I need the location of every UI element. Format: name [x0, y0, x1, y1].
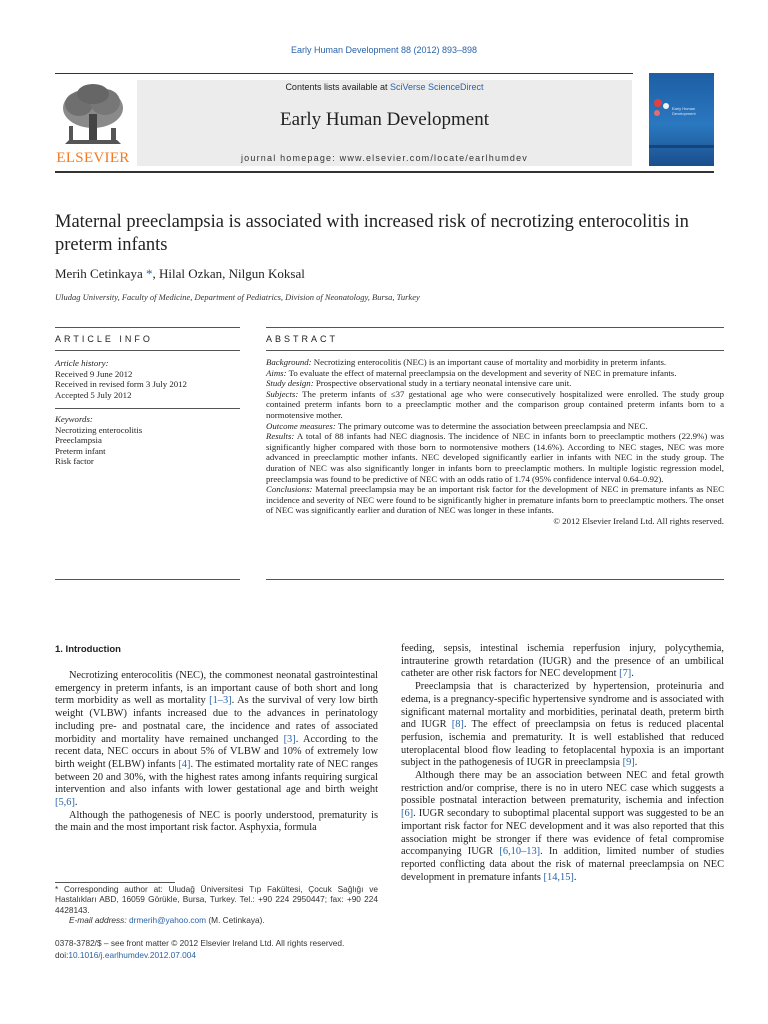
- contents-prefix: Contents lists available at: [285, 82, 388, 92]
- abstract-subjects: The preterm infants of ≤37 gestational age who were consecutively hospitalized were enrolled. The study group contained preterm infants born to a preeclamptic mother and the comparison group contained preterm infants born to a normotensive mother.: [266, 388, 724, 420]
- footnote-rule: [55, 882, 175, 883]
- citation-link[interactable]: [7]: [619, 668, 632, 680]
- email-label: E-mail address:: [69, 914, 127, 925]
- intro-paragraph-3: Preeclampsia that is characterized by hypertension, proteinuria and edema, is a pregnancy-specific hypertensive syndrome and is associated with significant maternal mortality and morbidities, perinatal death, preterm birth and IUGR [8]. The effect of preeclampsia on fetus is reduced placental perfusion, ischemia and prematurity. It is well established that reduced uteroplacental blood flow leading to fetoplacental hypoxia is an important subject in the pathogenesis of IUGR in preeclampsia [9].: [401, 681, 724, 769]
- abstract-results: A total of 88 infants had NEC diagnosis. The incidence of NEC in infants born to preeclamptic mothers (22.9%) was significantly higher compared with those born to normotensive mothers (14.6%). According to NEC stages, NEC was more advanced in preeclamptic mother infants. NEC developed significantly earlier in infants with NEC in the study group. The duration of NEC was also significantly longer in infants born to preeclamptic mothers. In multiple logistic regression model, preeclampsia was found to be predictive of NEC with an odds ratio of 1.74 (95% confidence interval 0.64–0.92).: [266, 431, 724, 484]
- intro-paragraph-1: Necrotizing enterocolitis (NEC), the commonest neonatal gastrointestinal emergency in preterm infants, is an important cause of both short and long term morbidity as well as mortality [1–3]. As the survival of very low birth weight (VLBW) infants increased due to the advances in perinatology including pre- and postnatal care, the incidence and rates of associated morbidity and mortality have remained unchanged [3]. According to the recent data, NEC occurs in about 5% of VLBW and 10% of extremely low birth weight (ELBW) infants [4]. The estimated mortality rate of NEC ranges between 20 and 30%, with the highest rates among infants requiring surgical intervention and also infants with lower gestational age and birth weight [5,6].: [55, 670, 378, 809]
- keywords-label: Keywords:: [55, 414, 93, 424]
- abstract-design: Prospective observational study in a tertiary neonatal intensive care unit.: [313, 378, 572, 389]
- keywords-rule: [55, 408, 240, 409]
- page-footer: [55, 938, 344, 961]
- history-revised: Received in revised form 3 July 2012: [55, 379, 187, 390]
- abstract-background-label: Background:: [266, 357, 312, 367]
- citation-link[interactable]: [9]: [622, 757, 635, 769]
- header-bottom-rule: [55, 171, 714, 173]
- citation-link[interactable]: [6,10–13]: [499, 846, 541, 858]
- citation-link[interactable]: [14,15]: [543, 871, 574, 883]
- article-info-bottom-rule: [55, 579, 240, 580]
- keyword-item: Preeclampsia: [55, 435, 102, 446]
- section-heading-introduction: 1. Introduction: [55, 644, 121, 655]
- abstract-heading: ABSTRACT: [266, 334, 339, 344]
- abstract-body: [266, 357, 724, 527]
- body-right-column: [401, 643, 724, 884]
- abstract-background: Necrotizing enterocolitis (NEC) is an important cause of mortality and morbidity in preterm infants.: [311, 357, 667, 367]
- keyword-item: Risk factor: [55, 456, 94, 467]
- article-info-rule: [55, 350, 240, 351]
- abstract-outcome-label: Outcome measures:: [266, 420, 336, 431]
- abstract-aims: To evaluate the effect of maternal preeclampsia on the development and severity of NEC in premature infants.: [286, 367, 677, 378]
- citation-link[interactable]: [5,6]: [55, 797, 75, 809]
- cover-journal-title: Early Human Development: [672, 106, 696, 116]
- keyword-item: Preterm infant: [55, 445, 106, 456]
- doi-label: doi:: [55, 949, 69, 960]
- article-history: [55, 358, 245, 400]
- author-list: [55, 266, 305, 282]
- email-suffix: (M. Cetinkaya).: [206, 914, 265, 925]
- author-rest: , Hilal Ozkan, Nilgun Koksal: [152, 266, 305, 281]
- intro-paragraph-2-cont: feeding, sepsis, intestinal ischemia reperfusion injury, polycythemia, intrauterine growth retardation (IUGR) and the presence of an umbilical catheter are other risk factors for NEC development [7].: [401, 643, 724, 680]
- article-title: [55, 211, 735, 257]
- author-first: Merih Cetinkaya: [55, 266, 143, 281]
- abstract-conclusions: Maternal preeclampsia may be an important risk factor for the development of NEC in premature infants as NEC incidence and severity of NEC were found to be significantly higher in premature infants born to preeclamptic mothers. The onset of NEC was significantly earlier and duration of NEC was longer in these infants.: [266, 484, 724, 516]
- keyword-item: Necrotizing enterocolitis: [55, 424, 143, 435]
- citation-link[interactable]: [4]: [178, 758, 191, 770]
- abstract-rule: [266, 350, 724, 351]
- doi-link[interactable]: 10.1016/j.earlhumdev.2012.07.004: [68, 949, 197, 960]
- citation-link[interactable]: [3]: [283, 733, 296, 745]
- abstract-conclusions-label: Conclusions:: [266, 484, 313, 495]
- footnote-address: * Corresponding author at: Uludağ Üniversitesi Tıp Fakültesi, Çocuk Sağlığı ve Hastalıkları ABD, 16059 Görükle, Bursa, Turkey. Tel.: +90 224 2950447; fax: +90 224 4428143.: [55, 884, 378, 915]
- corresponding-author-link[interactable]: *: [145, 266, 153, 281]
- abstract-bottom-rule: [266, 579, 724, 580]
- journal-title: Early Human Development: [280, 109, 489, 130]
- history-received: Received 9 June 2012: [55, 368, 133, 379]
- header-top-rule: [55, 73, 633, 74]
- article-info-heading: ARTICLE INFO: [55, 334, 153, 344]
- abstract-subjects-label: Subjects:: [266, 388, 299, 399]
- journal-reference[interactable]: Early Human Development 88 (2012) 893–898: [290, 45, 478, 55]
- publisher-name: ELSEVIER: [56, 150, 130, 166]
- abstract-results-label: Results:: [266, 431, 295, 442]
- citation-link[interactable]: [6]: [401, 808, 414, 820]
- article-info-top-rule: [55, 327, 240, 328]
- sciencedirect-link[interactable]: SciVerse ScienceDirect: [390, 82, 484, 92]
- abstract-outcome: The primary outcome was to determine the association between preeclampsia and NEC.: [335, 420, 648, 431]
- abstract-design-label: Study design:: [266, 378, 314, 389]
- email-link[interactable]: drmerih@yahoo.com: [128, 914, 207, 925]
- journal-homepage[interactable]: journal homepage: www.elsevier.com/locate/earlhumdev: [240, 153, 529, 163]
- abstract-copyright: © 2012 Elsevier Ireland Ltd. All rights reserved.: [553, 515, 724, 526]
- keywords-block: [55, 414, 245, 467]
- abstract-aims-label: Aims:: [266, 367, 287, 378]
- abstract-top-rule: [266, 327, 724, 328]
- contents-line: [137, 82, 632, 92]
- history-label: Article history:: [55, 358, 109, 368]
- intro-paragraph-2: Although the pathogenesis of NEC is poorly understood, prematurity is the main and the most important risk factor. Asphyxia, formula: [55, 809, 378, 834]
- article-title-line-2: preterm infants: [55, 235, 168, 255]
- citation-link[interactable]: [8]: [451, 719, 464, 731]
- citation-link[interactable]: [1–3]: [209, 695, 232, 707]
- body-left-column: [55, 670, 378, 835]
- article-title-line-1: Maternal preeclampsia is associated with increased risk of necrotizing enterocolitis in: [55, 212, 689, 232]
- history-accepted: Accepted 5 July 2012: [55, 389, 132, 400]
- intro-paragraph-4: Although there may be an association between NEC and fetal growth restriction and/or comprise, there is no in utero NEC case which suggests a possible postnatal interaction between prematurity, ischemia and infection [6]. IUGR secondary to suboptimal placental support was suggested to be an important risk factor for NEC development and it was also reported that this association might be stronger if there was evidence of fetal compromise accompanying IUGR [6,10–13]. In addition, limited number of studies reported conflicting data about the risk of maternal preeclampsia on NEC development in premature infants [14,15].: [401, 770, 725, 883]
- affiliation: Uludag University, Faculty of Medicine, Department of Pediatrics, Division of Neonatology, Bursa, Turkey: [55, 292, 420, 302]
- corresponding-author-footnote: [55, 884, 378, 925]
- journal-cover-image: [649, 73, 714, 166]
- front-matter-line: 0378-3782/$ – see front matter © 2012 Elsevier Ireland Ltd. All rights reserved.: [55, 938, 345, 948]
